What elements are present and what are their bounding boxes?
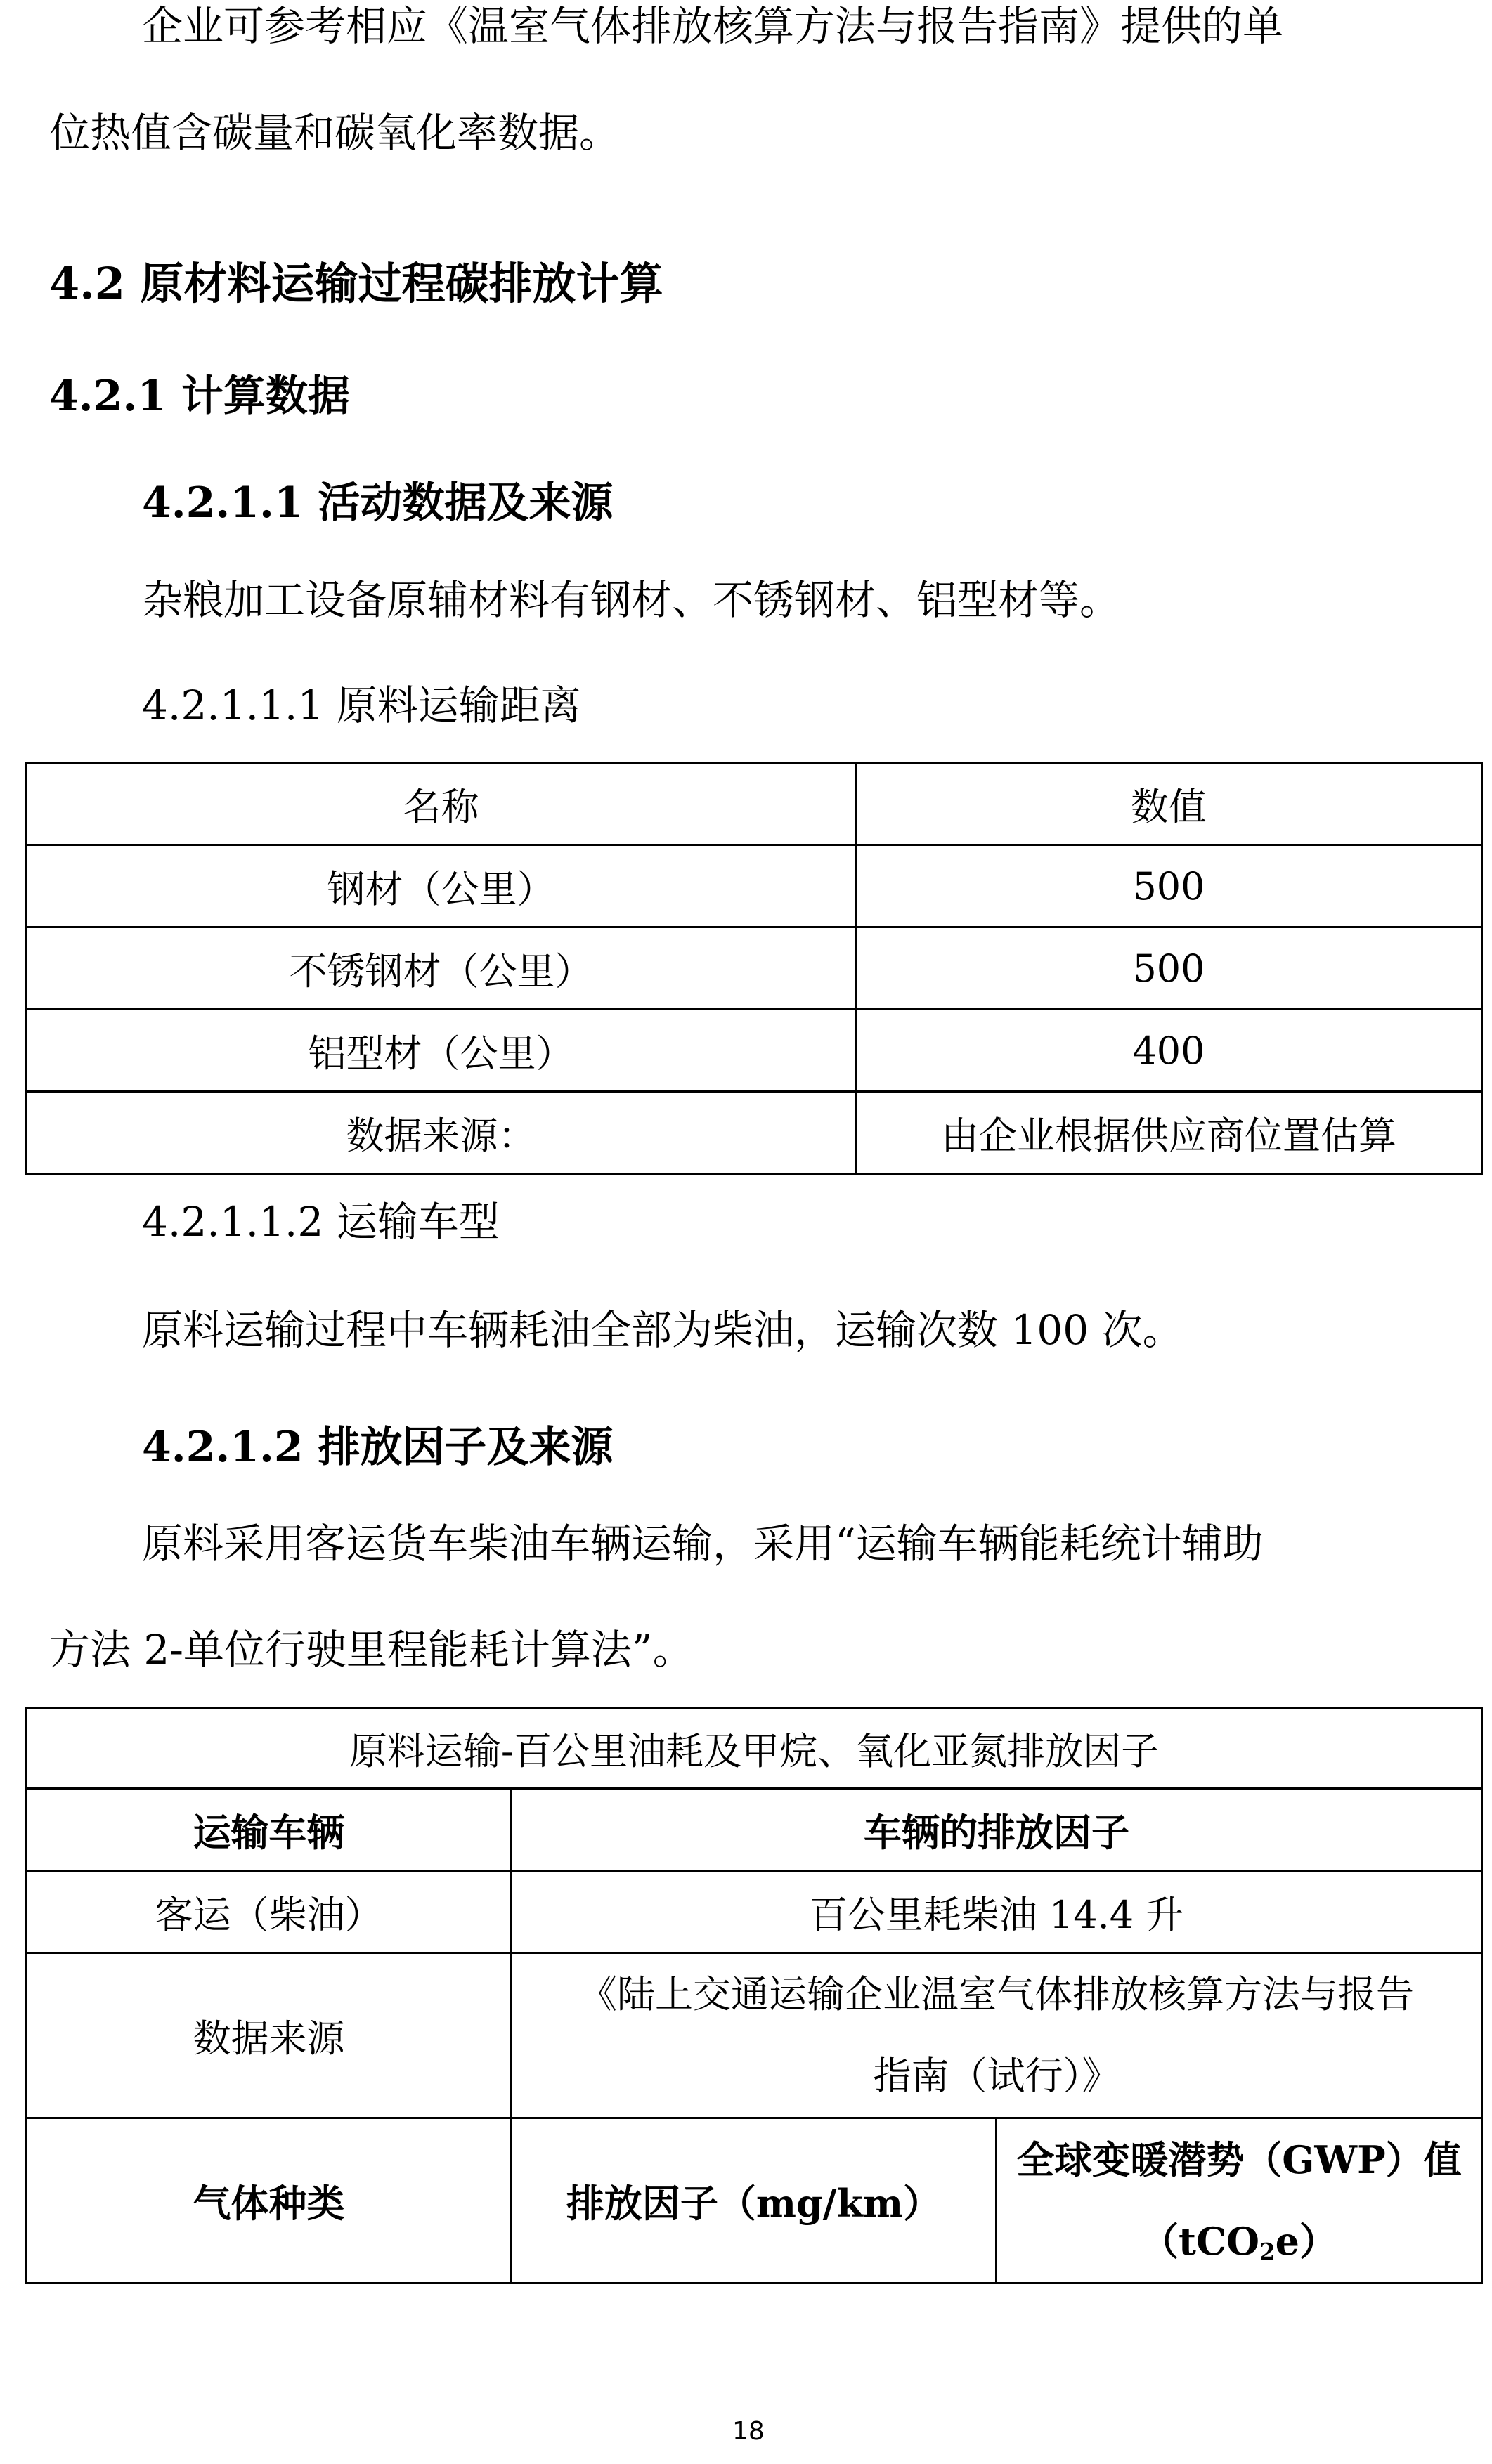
gwp-unit: （tCO$_2$e）	[1141, 2219, 1337, 2266]
intro-line-2: 位热值含碳量和碳氧化率数据。	[49, 109, 621, 157]
table-row	[27, 845, 1482, 927]
table-title-row	[27, 1709, 1482, 1789]
column-header-value: 数值	[856, 763, 1482, 845]
table-row	[27, 1010, 1482, 1092]
page-number: 18	[732, 2417, 765, 2446]
column-header-factor: 车辆的排放因子	[512, 1789, 1482, 1871]
column-header-emission-factor: 排放因子（mg/km）	[512, 2118, 997, 2283]
column-header-gwp	[997, 2118, 1482, 2283]
row-value: 400	[856, 1010, 1482, 1092]
row-name: 数据来源：	[27, 1092, 856, 1174]
heading-4-2-1-2: 4.2.1.2 排放因子及来源	[142, 1423, 614, 1472]
distance-caption: 4.2.1.1.1 原料运输距离	[142, 682, 581, 729]
row-name: 钢材（公里）	[27, 845, 856, 927]
vehicle-text: 原料运输过程中车辆耗油全部为柴油，运输次数 100 次。	[142, 1306, 1183, 1354]
table-row	[27, 1953, 1482, 2118]
row-name: 不锈钢材（公里）	[27, 927, 856, 1010]
column-header-vehicle: 运输车辆	[27, 1789, 512, 1871]
fuel-consumption: 百公里耗柴油 14.4 升	[512, 1871, 1482, 1953]
emission-factor-table	[25, 1707, 1483, 2284]
table-header-row	[27, 2118, 1482, 2283]
vehicle-caption: 4.2.1.1.2 运输车型	[142, 1198, 500, 1246]
row-name: 铝型材（公里）	[27, 1010, 856, 1092]
table-title: 原料运输-百公里油耗及甲烷、氧化亚氮排放因子	[27, 1709, 1482, 1789]
source-line-2: 指南（试行）》	[873, 2054, 1120, 2098]
table-row	[27, 1871, 1482, 1953]
factor-text-line-2: 方法 2-单位行驶里程能耗计算法”。	[49, 1626, 694, 1674]
row-value: 500	[856, 845, 1482, 927]
column-header-gas-type: 气体种类	[27, 2118, 512, 2283]
heading-4-2: 4.2 原材料运输过程碳排放计算	[49, 258, 663, 309]
table-header-row	[27, 1789, 1482, 1871]
vehicle-type: 客运（柴油）	[27, 1871, 512, 1953]
gwp-label: 全球变暖潜势（GWP）值	[1016, 2137, 1462, 2182]
table-header-row	[27, 763, 1482, 845]
source-line-1: 《陆上交通运输企业温室气体排放核算方法与报告	[579, 1972, 1414, 2016]
heading-4-2-1-1: 4.2.1.1 活动数据及来源	[142, 478, 614, 528]
distance-table	[25, 762, 1483, 1175]
row-value: 500	[856, 927, 1482, 1010]
table-row	[27, 1092, 1482, 1174]
intro-line-1: 企业可参考相应《温室气体排放核算方法与报告指南》提供的单	[142, 2, 1284, 50]
row-value: 由企业根据供应商位置估算	[856, 1092, 1482, 1174]
table-row	[27, 927, 1482, 1010]
heading-4-2-1: 4.2.1 计算数据	[49, 372, 350, 421]
factor-text-line-1: 原料采用客运货车柴油车辆运输，采用“运输车辆能耗统计辅助	[142, 1520, 1264, 1567]
column-header-name: 名称	[27, 763, 856, 845]
materials-text: 杂粮加工设备原辅材料有钢材、不锈钢材、铝型材等。	[142, 576, 1121, 624]
source-reference	[512, 1953, 1482, 2118]
source-label: 数据来源	[27, 1953, 512, 2118]
